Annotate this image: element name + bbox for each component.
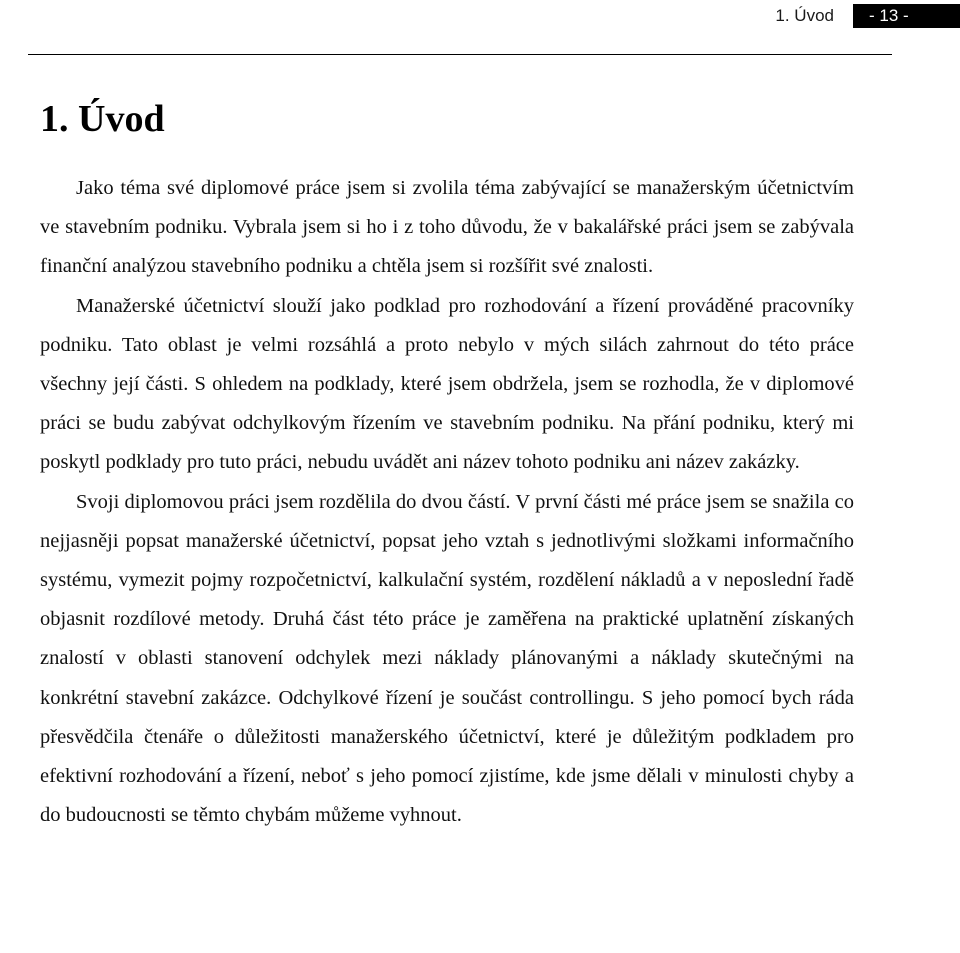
chapter-title: 1. Úvod: [40, 98, 165, 140]
paragraph-structure: Svoji diplomovou práci jsem rozdělila do dvou částí. V první části mé práce jsem se snažila co nejjasněji popsat manažerské účetnictví, popsat jeho vztah s jednotlivými složkami informačního systému, vymezit pojmy rozpočetnictví, kalkulační systém, rozdělení nákladů a v neposlední řadě objasnit rozdílové metody. Druhá část této práce je zaměřena na praktické uplatnění získaných znalostí v oblasti stanovení odchylek mezi náklady plánovanými a náklady skutečnými na konkrétní stavební zakázce. Odchylkové řízení je součást controllingu. S jeho pomocí bych ráda přesvědčila čtenáře o důležitosti manažerského účetnictví, které je důležitým podkladem pro efektivní rozhodování a řízení, neboť s jeho pomocí zjistíme, kde jsme dělali v minulosti chyby a do budoucnosti se těmto chybám můžeme vyhnout.: [40, 490, 854, 827]
running-header-section: 1. Úvod: [775, 6, 834, 25]
page-header: [0, 0, 960, 56]
header-divider: [28, 54, 892, 55]
paragraph-scope: Manažerské účetnictví slouží jako podklad pro rozhodování a řízení prováděné pracovníky podniku. Tato oblast je velmi rozsáhlá a proto nebylo v mých silách zahrnout do této práce všechny její části. S ohledem na podklady, které jsem obdržela, jsem se rozhodla, že v diplomové práci se budu zabývat odchylkovým řízením ve stavebním podniku. Na přání podniku, který mi poskytl podklady pro tuto práci, nebudu uvádět ani název tohoto podniku ani název zakázky.: [40, 294, 854, 474]
chapter-body: [40, 169, 854, 835]
paragraph-topic-choice: Jako téma své diplomové práce jsem si zvolila téma zabývající se manažerským účetnictvím ve stavebním podniku. Vybrala jsem si ho i z toho důvodu, že v bakalářské práci jsem se zabývala finanční analýzou stavebního podniku a chtěla jsem si rozšířit své znalosti.: [40, 177, 854, 278]
page-number-badge: - 13 -: [853, 4, 960, 28]
